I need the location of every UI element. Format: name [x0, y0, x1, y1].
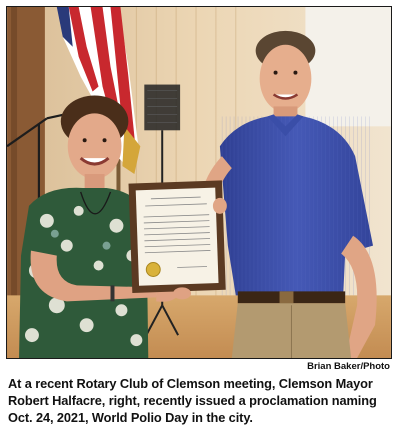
window [305, 7, 391, 126]
photo-illustration [7, 7, 391, 358]
framed-proclamation [129, 180, 227, 299]
gold-seal-icon [146, 263, 160, 277]
photo-caption: At a recent Rotary Club of Clemson meeting, Clemson Mayor Robert Halfacre, right, recently issued a proclamation naming Oct. 24, 2021, World Polio Day in the city. [8, 376, 377, 425]
photo-credit: Brian Baker/Photo [307, 361, 390, 372]
photo [6, 6, 392, 359]
